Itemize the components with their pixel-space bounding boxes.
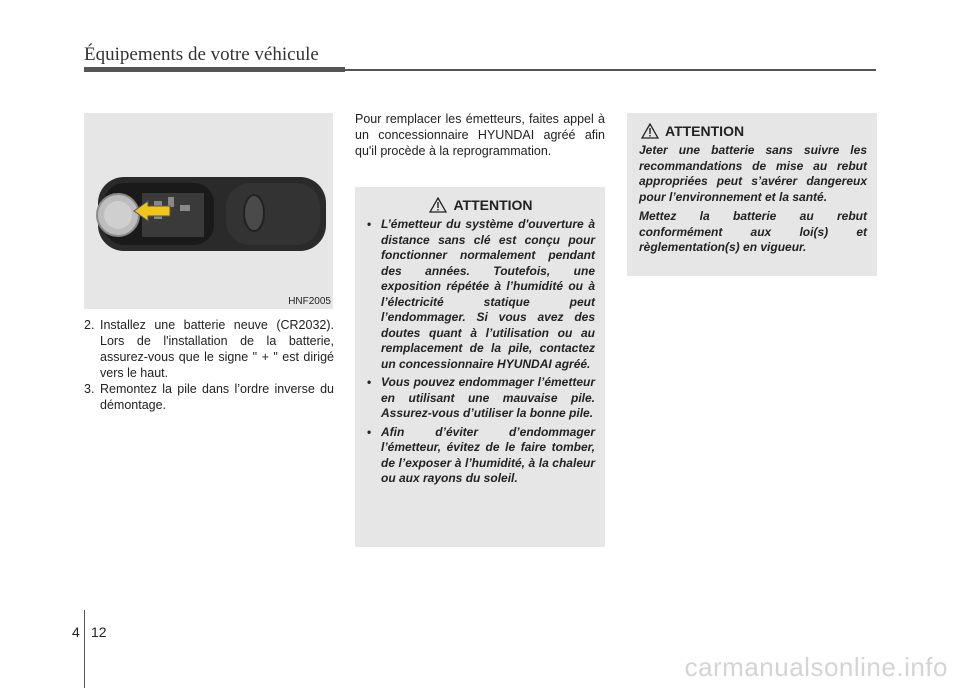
- attention-box-battery-disposal: [627, 113, 877, 276]
- warning-paragraph: Mettez la batterie au rebut conformément aux loi(s) et règlementation(s) en vigueur.: [639, 209, 867, 254]
- attention-title: ATTENTION: [453, 197, 533, 213]
- figure-code: HNF2005: [288, 296, 331, 307]
- attention-box-transmitter: [355, 187, 605, 547]
- instruction-steps: [84, 317, 334, 413]
- warning-bullet: • Vous pouvez endommager l’émetteur en utilisant une mauvaise pile. Assurez-vous d’utiliser la bonne pile.: [367, 375, 595, 420]
- warning-bullet: • L’émetteur du système d'ouverture à distance sans clé est conçu pour fonctionner normalement pendant des années. Toutefois, une exposition répétée à l’humidité ou à l’électricité statique peut l’endommager. Si vous avez des doutes quant à l’utilisation ou au remplacement de la pile, contactez un concessionnaire HYUNDAI agréé.: [367, 217, 595, 371]
- battery-face: [104, 201, 132, 229]
- step-3: 3. Remontez la pile dans l’ordre inverse du démontage.: [84, 382, 334, 412]
- footer-divider: [84, 610, 85, 688]
- warning-bullet: • Afin d’éviter d’endommager l’émetteur, évitez de le faire tomber, de l’exposer à l’humidité, à la chaleur ou aux rayons du soleil.: [367, 424, 595, 485]
- header-rule-thin: [345, 69, 876, 71]
- warning-triangle-icon: [641, 123, 659, 139]
- chapter-number: 4: [72, 624, 80, 640]
- warning-triangle-icon: [429, 197, 447, 213]
- fob-cover: [226, 183, 320, 245]
- page-header-title: Équipements de votre véhicule: [84, 44, 319, 65]
- watermark: carmanualsonline.info: [684, 652, 948, 682]
- intro-paragraph: Pour remplacer les émetteurs, faites appel à un concessionnaire HYUNDAI agréé afin qu'il procède à la reprogrammation.: [355, 112, 605, 158]
- key-fob-illustration: [84, 113, 333, 309]
- page-number: 12: [91, 624, 107, 640]
- header-rule-thick: [84, 67, 345, 72]
- attention-title: ATTENTION: [665, 123, 745, 139]
- warning-paragraph: Jeter une batterie sans suivre les recommandations de mise au rebut appropriées peut s’avérer dangereux pour l’environnement et la santé.: [639, 143, 867, 204]
- fob-button: [244, 195, 264, 231]
- step-2: 2. Installez une batterie neuve (CR2032). Lors de l'installation de la batterie, assurez-vous que le signe " + " est dirigé vers le haut.: [84, 318, 334, 380]
- key-fob-battery-figure: [84, 113, 333, 309]
